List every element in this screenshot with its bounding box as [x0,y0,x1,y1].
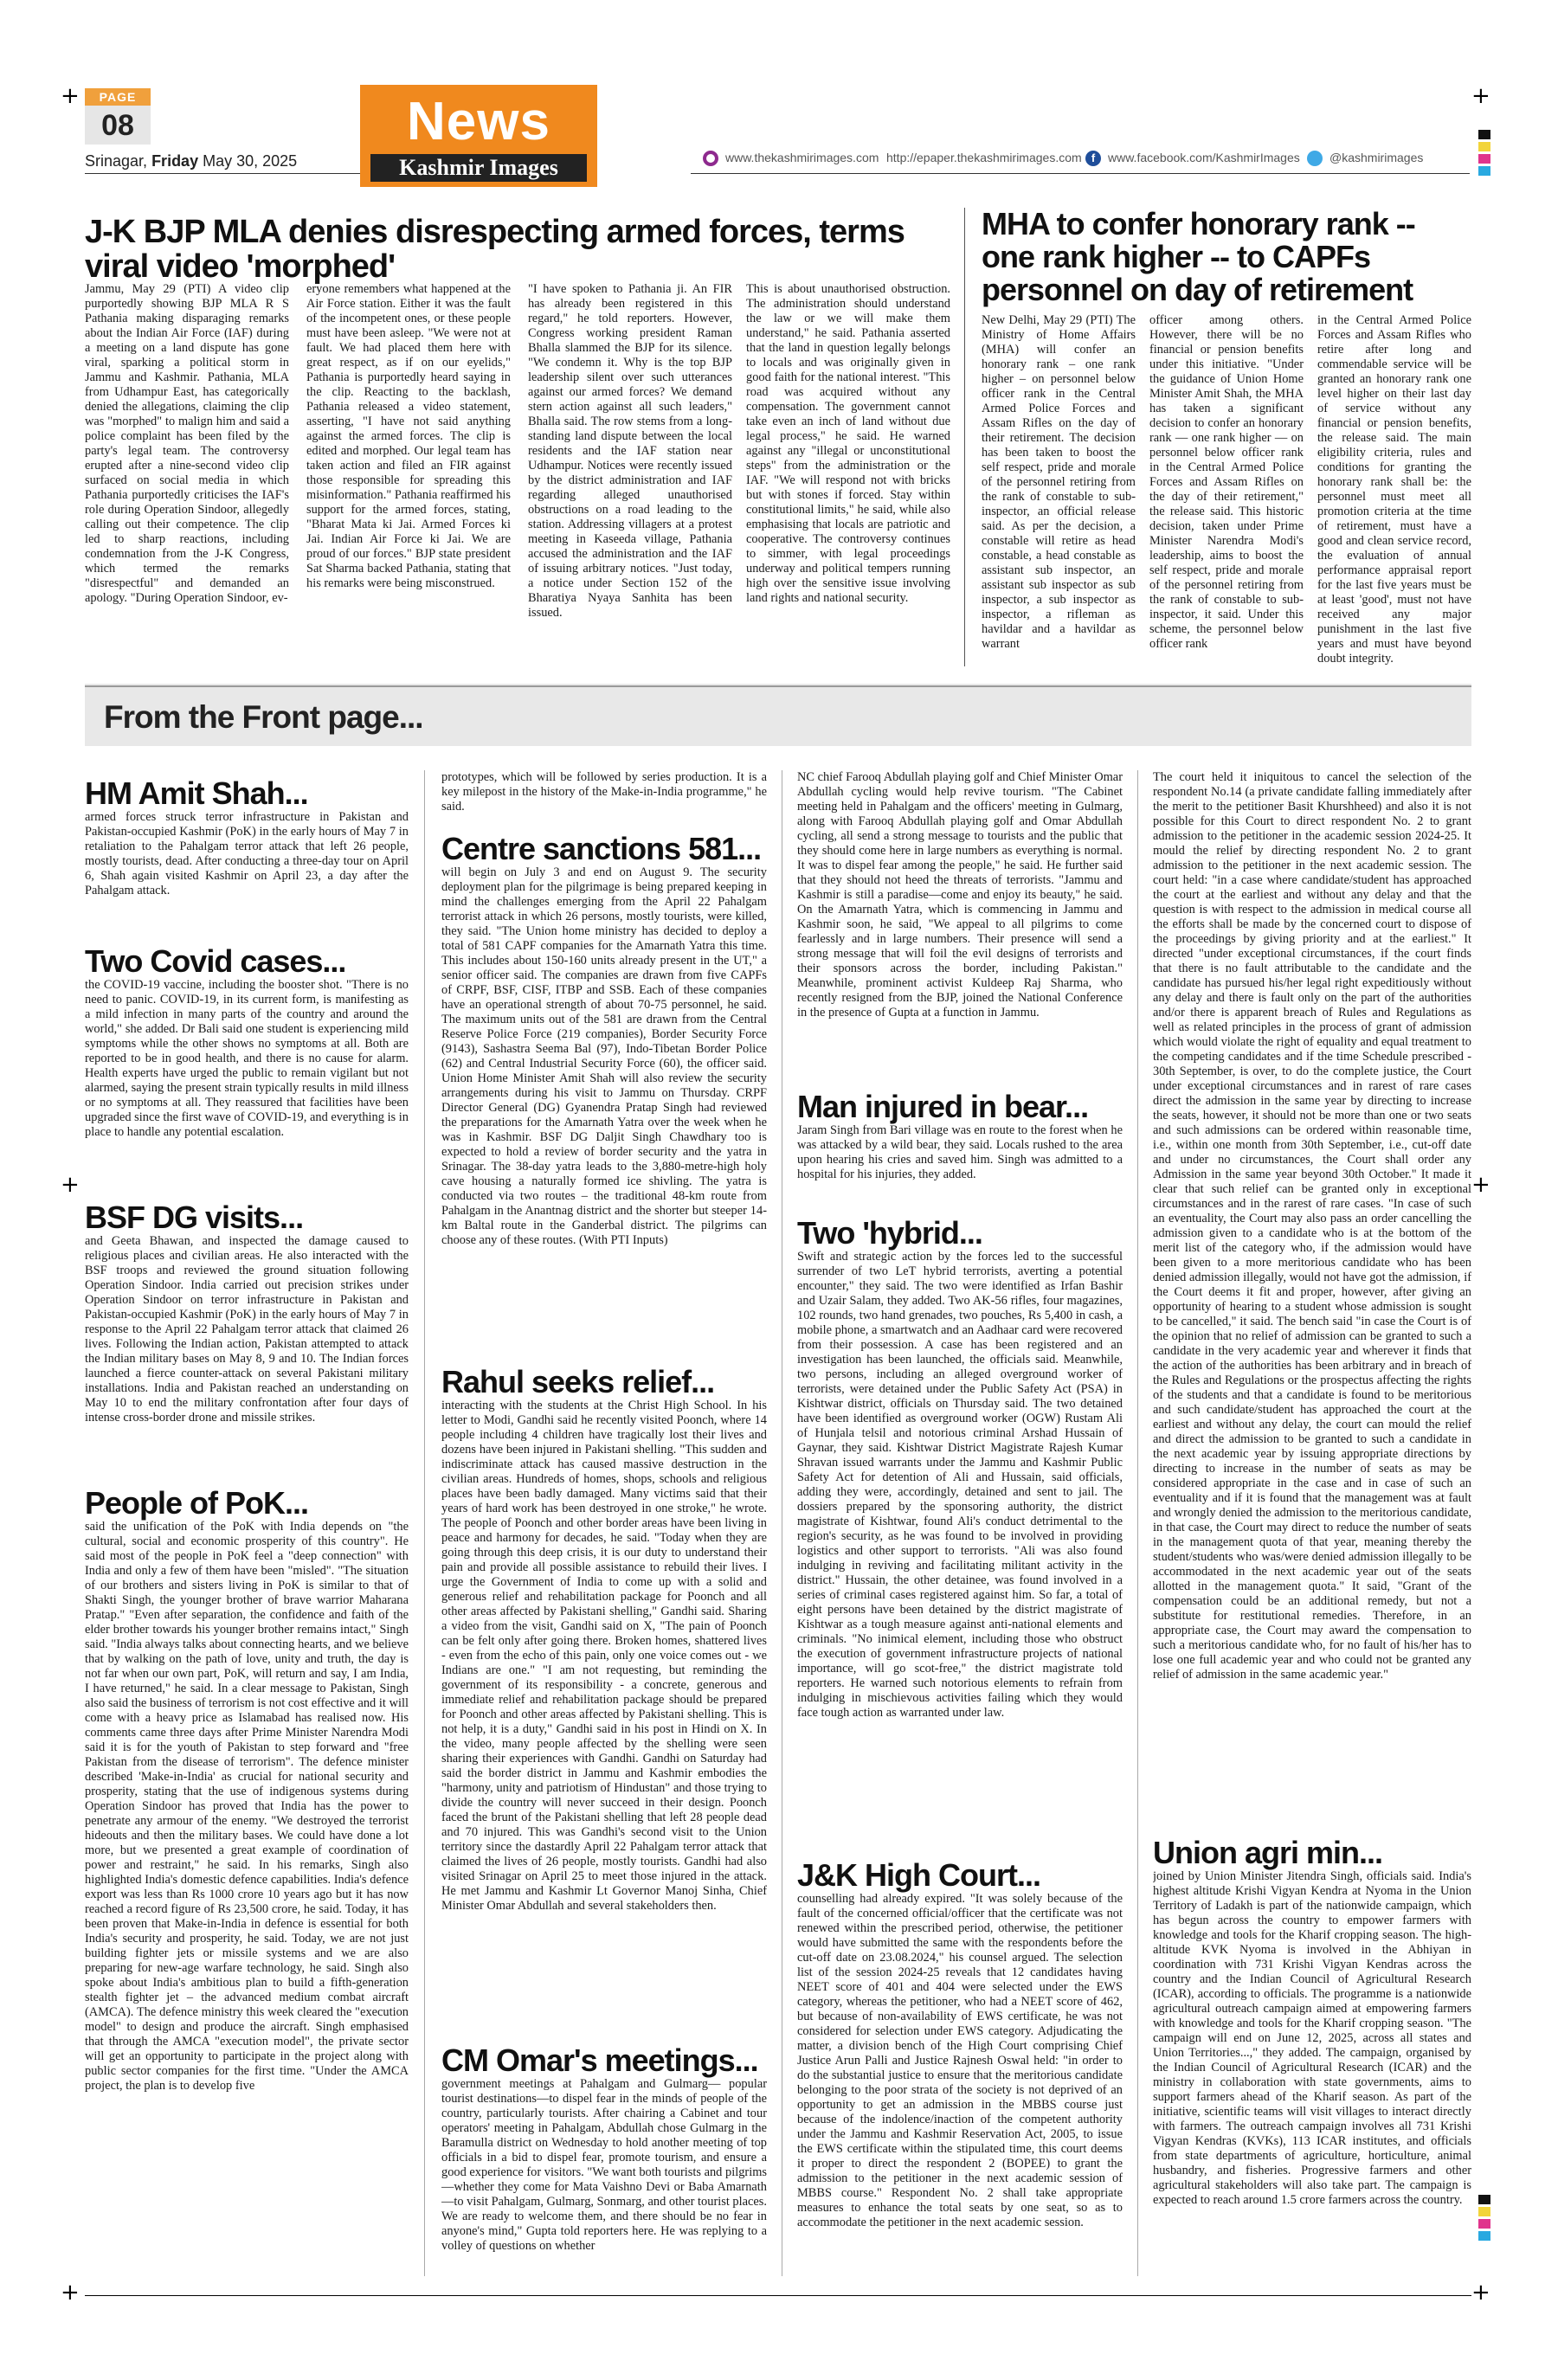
twitter-link[interactable]: @kashmirimages [1307,151,1423,166]
omar-heading: CM Omar's meetings... [441,2042,758,2078]
dateline-city: Srinagar, [85,152,148,170]
registration-mark-bottom-left: + [61,2280,80,2306]
story2-column-1: New Delhi, May 29 (PTI) The Ministry of Home Affairs (MHA) will confer an honorary rank – one rank higher – on personnel below officer rank in the Central Armed Police Forces and Assam Rifles on the day of their retirement. The decision has been taken to boost the self respect, pride and morale of the personnel retiring from the rank of constable to sub-inspector, an official release said. As per the decision, a constable will retire as head constable, a head constable as assistant sub inspector, an assistant sub inspector as sub inspector, a sub inspector as inspector, a rifleman as havildar and a havildar as warrant [982,313,1136,651]
bear-heading: Man injured in bear... [797,1089,1089,1124]
facebook-link[interactable]: f www.facebook.com/KashmirImages [1085,151,1300,166]
story2-column-2: officer among others. However, there will be no financial or pension benefits under this initiative. "Under the guidance of Union Home Minister Amit Shah, the MHA has taken a significant decision to confer an honorary rank — one rank higher — on personnel below officer rank in the Central Armed Police Forces and Assam Rifles on the day of their retirement," the release said. This historic decision, taken under Prime Minister Narendra Modi's leadership, aims to boost the self respect, pride and morale of the personnel retiring from the rank of constable to sub-inspector, it said. Under this scheme, the personnel below officer rank [1149,313,1304,651]
col3-continuation: NC chief Farooq Abdullah playing golf and Chief Minister Omar Abdullah cycling would help revive tourism. "The Cabinet meeting held in Pahalgam and the officers' meeting in Gulmarg, along with Farooq Abdullah playing golf and Omar Abdullah cycling, all send a strong message to tourists and the public that they should come here in large numbers as everything is normal. It was to dispel fear among the people," he said. He further said that they should not heed the threats of terrorists. "Jammu and Kashmir is still a paradise—come and enjoy its beauty," he said. On the Amarnath Yatra, which is commencing in Jammu and Kashmir soon, he said, "We appeal to all pilgrims to come fearlessly and in large numbers. Their presence will send a strong message that will foil the evil designs of terrorists and their sponsors across the border, including Pakistan." Meanwhile, prominent activist Kuldeep Raj Sharma, who recently resigned from the BJP, joined the National Conference in the presence of Gupta at a function in Jammu. [797,770,1123,1020]
story2-headline: MHA to confer honorary rank -- one rank higher -- to CAPFs personnel on day of retirement [982,206,1415,307]
court-body: counselling had already expired. "It was solely because of the fault of the concerned official/officer that the certificate was not renewed within the prescribed period, otherwise, the petitioner would have submitted the same with the respondents before the cut-off date on 23.08.2024," his counsel argued. The selection list of the session 2024-25 reveals that 12 candidates having NEET score of 401 and 404 were selected under the EWS category, whereas the petitioner, who had a NEET score of 462, but because of non-availability of EWS certificate, he was not considered for selection under EWS category. Adjudicating the matter, a division bench of the High Court comprising Chief Justice Arun Palli and Justice Rajnesh Oswal held: "in order to do the substantial justice to ensure that the meritorious candidate belonging to the poor strata of the society is not deprived of an opportunity to get an admission in the MBBS course just because of the indolence/inaction of the competent authority under the Jammu and Kashmir Reservation Act, 2005, to issue the EWS certificate within the stipulated time, this court deems it proper to direct the respondent 2 (BOPEE) to grant the admission to the petitioner in the next academic session of MBBS course." Respondent No. 2 shall take appropriate measures to enhance the total seats by one seat, so as to accommodate the petitioner in the next academic session. [797,1892,1123,2229]
color-registration-bar-bottom [1478,2195,1490,2243]
hybrid-body: Swift and strategic action by the forces led to the successful surrender of two LeT hybrid terrorists, averting a potential encounter," they said. The two were identified as Irfan Bashir and Uzair Salam, they added. Two AK-56 rifles, four magazines, 102 rounds, two hand grenades, two pouches, Rs 5,400 in cash, a mobile phone, a smartwatch and an Aadhaar card were recovered from their possession. A case has been registered and an investigation has been launched, the officials said. Meanwhile, two persons, including an alleged overground worker of terrorists, were detained under the Public Safety Act (PSA) in Kishtwar district, officials on Thursday said. The two detained have been identified as overground worker (OGW) Rustam Ali of Hunjala telsil and notorious criminal Arshad Hussain of Gaynar, they said. Kishtwar District Magistrate Rajesh Kumar Shravan issued warrants under the Jammu and Kashmir Public Safety Act for detention of Ali and Hussain, said officials, adding they were, accordingly, detained and sent to jail. The dossiers prepared by the sponsoring authority, the district magistrate of Kishtwar, found Ali's conduct detrimental to the region's security, as he was found to be involved in providing logistics and other support to terrorists. "Ali was also found indulging in reviving and facilitating militant activity in the district." Hussain, the other detainee, was found involved in a series of criminal cases registered against him. So far, a total of eight persons have been detained by the district magistrate of Kishtwar as a tough measure against anti-national elements and criminals. "No inimical element, including those who obstruct the execution of government infrastructure projects of national importance, will go scot-free," the district magistrate told reporters. He warned such notorious elements to refrain from indulging in mischievous activities failing which they would face tough action as warranted under law. [797,1250,1123,1720]
shah-heading: HM Amit Shah... [85,775,308,811]
twitter-icon [1307,151,1323,166]
dateline-weekday: Friday [151,152,199,170]
centre-body: will begin on July 3 and end on August 9. The security deployment plan for the pilgrimage is being prepared keeping in mind the challenges emerging from the April 22 Pahalgam terrorist attack in which 26 persons, mostly tourists, were killed, they said. "The Union home ministry has decided to deploy a total of 581 CAPF companies for the Amarnath Yatra this time. This includes about 150-160 units already present in the UT," a senior officer said. The companies are drawn from five CAPFs of CRPF, BSF, CISF, ITBP and SSB. Each of these companies have an operational strength of about 70-75 personnel, he said. The maximum units out of the 581 are drawn from the Central Reserve Police Force (219 companies), Border Security Force (9143), Sashastra Seema Bal (97), Indo-Tibetan Border Police (62) and Central Industrial Security Force (60), the officer said. Union Home Minister Amit Shah will also review the security arrangements during his visit to Jammu on Thursday. CRPF Director General (DG) Gyanendra Pratap Singh had reviewed the preparations for the Amarnath Yatra over the week when he was in Kashmir. BSF DG Daljit Singh Chawdhary too is expected to hold a review of border security and the yatra in Srinagar. The 38-day yatra leads to the 3,880-metre-high holy cave housing a naturally formed ice shivling. The yatra is conducted via two routes – the traditional 48-km route from Pahalgam in the Anantnag district and the shorter but steeper 14-km Baltal route in the Ganderbal district. The pilgrims can choose any of these routes. (With PTI Inputs) [441,865,767,1247]
rahul-heading: Rahul seeks relief... [441,1364,715,1399]
story1-column-2: eryone remembers what happened at the Air Force station. Either it was the fault of the incompetent ones, or these people must have been asleep. "We were not at fault. We had placed them here with great respect, as if on our eyelids," Pathania is purportedly heard saying in the clip. Reacting to the backlash, Pathania released a video statement, asserting, "I have not said anything against the armed forces. The clip is edited and morphed. Our legal team has taken action and filed an FIR against those responsible for spreading this misinformation." Pathania reaffirmed his support for the armed forces, stating, "Bharat Mata ki Jai. Armed Forces ki Jai. Indian Air Force ki Jai. We are proud of our forces." BJP state president Sat Sharma backed Pathania, stating that his remarks were being misconstrued. [306,282,511,590]
registration-mark-top-left: + [61,83,80,109]
page-number: 08 [85,106,151,145]
page-label: PAGE [85,88,151,106]
pok-heading: People of PoK... [85,1485,309,1521]
web-icon [703,151,718,166]
rahul-body: interacting with the students at the Christ High School. In his letter to Modi, Gandhi said he recently visited Poonch, where 14 people including 4 children have tragically lost their lives and dozens have been injured in Pakistani shelling. "This sudden and indiscriminate attack has caused massive destruction in the civilian areas. Hundreds of homes, shops, schools and religious places have been badly damaged. Many victims said that their years of hard work has been destroyed in one stroke," he wrote. The people of Poonch and other border areas have been living in peace and harmony for decades, he said. "Today when they are going through this deep crisis, it is our duty to understand their pain and provide all possible assistance to rebuild their lives. I urge the Government of India to come up with a solid and generous relief and rehabilitation package for Poonch and all other areas affected by Pakistani shelling," Gandhi said. Sharing a video from the visit, Gandhi said on X, "The pain of Poonch can be felt only after going there. Broken homes, shattered lives - even from the echo of this pain, only one voice comes out - we Indians are one." "I am not requesting, but reminding the government of its responsibility - a concrete, generous and immediate relief and rehabilitation package should be prepared for Poonch and other areas affected by Pakistani shelling. This is not help, it is a duty," Gandhi said in his post in Hindi on X. In the video, many people affected by the shelling were seen sharing their experiences with Gandhi. Gandhi on Saturday had said the border district in Jammu and Kashmir embodies the "harmony, unity and patriotism of Hindustan" and those trying to divide the country will never succeed in their design. Poonch faced the brunt of the Pakistani shelling that left 28 people dead and 70 injured. This was Gandhi's second visit to the Union territory since the dastardly April 22 Pahalgam terror attack that claimed the lives of 26 people, mostly tourists. Gandhi had also visited Srinagar on April 25 to meet those injured in the attack. He met Jammu and Kashmir Lt Governor Manoj Sinha, Chief Minister Omar Abdullah and several stakeholders then. [441,1399,767,1913]
header-rule-right [691,173,1470,174]
court-heading: J&K High Court... [797,1857,1040,1893]
bear-body: Jaram Singh from Bari village was en route to the forest when he was attacked by a wild bear, they said. Locals rushed to the area upon hearing his cries and saved him. Singh was admitted to a hospital for his injuries, they added. [797,1123,1123,1181]
hybrid-heading: Two 'hybrid... [797,1215,982,1251]
front-page-banner-title: From the Front page... [104,699,423,735]
col4-continuation: The court held it iniquitous to cancel the selection of the respondent No.14 (a private candidate falling immediately after the merit to the petitioner Basit Khurshheed) and also it is not possible for this Court to direct respondent No. 2 to grant admission to the petitioner in the academic session 2024-25. It mould the relief by directing respondent No. 2 to grant admission to the petitioner in the next academic session. The court held: "in a case where candidate/student has approached the court at the earliest and without any delay and that the question is with respect to the admission in medical course all the efforts shall be made by the concerned court to dispose of the proceedings by giving priority and at the earliest." It directed "under exceptional circumstances, if the court finds that there is no fault attributable to the candidate and the candidate has pursued his/her legal right expeditiously without any delay and there is fault only on the part of the authorities and/or there is apparent breach of Rules and Regulations as well as related principles in the process of grant of admission which would violate the right of equality and equal treatment to the competing candidates and if the time Schedule prescribed - 30th September, is over, to do the complete justice, the Court under exceptional circumstances and in rarest of rare cases direct the admission in the same year by directing to increase the seats, however, it should not be more than one or two seats and such admissions can be ordered within reasonable time, i.e., within one month from 30th September, i.e., cut-off date and under no circumstances, the Court shall order any Admission in the same year beyond 30th October." It made it clear that such relief can be granted only in exceptional circumstances and in the rarest of rare cases. "In case of such an eventuality, the Court may also pass an order cancelling the admission given to a candidate who is at the bottom of the merit list of the category who, if the admission would have been given to a more meritorious candidate who has been denied admission illegally, would not have got the admission, if the Court deems it fit and proper, however, after giving an opportunity of hearing to a student whose admission is sought to be cancelled," it said. The bench said "in case the Court is of the opinion that no relief of admission can be granted to such a candidate in the very academic year and wherever it finds that the action of the authorities has been arbitrary and in breach of the Rules and Regulations or the prospectus affecting the rights of the students and that a candidate is found to be meritorious and such candidate/student has approached the court at the earliest and without any delay, the court can mould the relief and direct the admission to be granted to such a candidate in the next academic year by issuing appropriate directions by directing to increase in the number of seats as may be considered appropriate in the case and in case of such an eventuality and if it is found that the management was at fault and wrongly denied the admission to the meritorious candidate, in that case, the Court may direct to reduce the number of seats in the management quota of that year, meaning thereby the student/students who was/were denied admission illegally to be accommodated in the next academic year out of the seats allotted in the management quota." It said, "Grant of the compensation could be an additional remedy, but not a substitute for restitutional remedies. Therefore, in an appropriate case, the Court may award the compensation to such a meritorious candidate who, for no fault of his/her has to lose one full academic year and who could not be granted any relief of admission in the same academic year." [1153,770,1471,1682]
facebook-icon: f [1085,151,1101,166]
story2-column-3: in the Central Armed Police Forces and Assam Rifles who retire after long and commendable service will be granted an honorary rank one level higher on their last day of service without any financial or pension benefits, the release said. The main eligibility criteria, rules and conditions for granting the honorary rank shall be: the personnel must meet all promotion criteria at the time of retirement, must have a good and clean service record, the evaluation of annual performance appraisal report for the last five years must be at least 'good', must not have received any major punishment in the last five years and must have beyond doubt integrity. [1317,313,1471,666]
column-rule-1 [424,770,425,2276]
bsf-heading: BSF DG visits... [85,1200,304,1235]
covid-body: the COVID-19 vaccine, including the booster shot. "There is no need to panic. COVID-19, in its current form, is manifesting as a mild infection in many parts of the country and around the world," she added. Dr Bali said one student is experiencing mild symptoms while the other shows no symptoms at all. Both are reported to be in good health, and there is no cause for alarm. Health experts have urged the public to remain vigilant but not alarmed, saying the present strain typically results in mild illness or no symptoms at all. They reassured that facilities have been upgraded since the first wave of COVID-19, and everything is in place to handle any potential escalation. [85,978,409,1139]
shah-body: armed forces struck terror infrastructure in Pakistan and Pakistan-occupied Kashmir (PoK) in the early hours of May 7 in retaliation to the Pahalgam terror attack that left 26 people, mostly tourists, dead. After conducting a three-day tour on April 6, Shah again visited Kashmir on April 23, a day after the Pahalgam attack. [85,810,409,897]
column-rule-3 [1137,770,1138,2276]
section-title: News [407,92,550,151]
centre-heading: Centre sanctions 581... [441,831,762,866]
registration-mark-top-right: + [1471,83,1490,109]
story1-column-3: "I have spoken to Pathania ji. An FIR has already been registered in this regard," he told reporters. However, Congress working president Raman Bhalla slammed the BJP for its silence. "We condemn it. Why is the top BJP leadership silent over such utterances against our armed forces? We demand stern action against all such leaders," Bhalla said. The row stems from a long-standing land dispute between the local residents and the IAF station near Udhampur. Notices were recently issued by the district administration and IAF regarding alleged unauthorised obstructions on a road leading to the station. Addressing villagers at a protest meeting in Kaseeda village, Pathania accused the administration and the IAF of issuing arbitrary notices. "Just today, a notice under Section 152 of the Bharatiya Nyaya Sanhita has been issued. [528,282,732,620]
color-registration-bar-top [1478,130,1490,178]
web-link[interactable]: www.thekashmirimages.com [703,151,879,166]
epaper-link[interactable]: http://epaper.thekashmirimages.com [886,151,1082,164]
dateline-date: May 30, 2025 [203,152,298,170]
story1-column-4: This is about unauthorised obstruction. The administration should understand the law or we will make them understand," he said. Pathania asserted that the land in question legally belongs to locals and was originally given in good faith for the national interest. "This road was acquired without any compensation. The government cannot take even an inch of land without due legal process," he said. He warned against any "illegal or unconstitutional steps" from the administration or the IAF. "We will respond not with bricks but with stones if forced. Stay within constitutional limits," he said, while also emphasising that locals are patriotic and cooperative. The controversy continues to simmer, with legal proceedings underway and political tempers running high over the sensitive issue involving land rights and national security. [746,282,950,605]
bsf-body: and Geeta Bhawan, and inspected the damage caused to religious places and civilian areas. He also interacted with the BSF troops and reviewed the ground situation following Operation Sindoor. India carried out precision strikes under Operation Sindoor on terror infrastructure in Pakistan and Pakistan-occupied Kashmir (PoK) in the early hours of May 7 in response to the April 22 Pahalgam terror attack that claimed 26 lives. Following the Indian action, Pakistan attempted to attack the Indian military bases on May 8, 9 and 10. The Indian forces launched a fierce counter-attack on several Pakistani military installations. India and Pakistan reached an understanding on May 10 to end the military confrontation after four days of intense cross-border drone and missile strikes. [85,1234,409,1425]
agri-heading: Union agri min... [1153,1835,1383,1870]
bottom-trim-line [85,2295,1471,2296]
story-divider [964,208,965,666]
story1-headline: J-K BJP MLA denies disrespecting armed forces, terms viral video 'morphed' [85,214,905,285]
publication-name: Kashmir Images [370,154,587,182]
dateline [85,152,297,170]
omar-body: government meetings at Pahalgam and Gulmarg— popular tourist destinations—to dispel fear in the minds of people of the country, particularly tourists. After chairing a Cabinet and tour operators' meeting in Pahalgam, Abdullah chose Gulmarg in the Baramulla district on Wednesday to hold another meeting of top officials in a bid to dispel fear, promote tourism, and ensure a good experience for visitors. "We want both tourists and pilgrims—whether they come for Mata Vaishno Devi or Baba Amarnath—to visit Pahalgam, Gulmarg, Sonmarg, and other tourist places. We are ready to welcome them, and there should be no fear in anyone's mind," Gupta told reporters here. He was replying to a volley of questions on whether [441,2077,767,2253]
pok-body: said the unification of the PoK with India depends on "the cultural, social and economic prosperity of this country". He said most of the people in PoK feel a "deep connection" with India and only a few of them have been "misled". "The situation of our brothers and sisters living in PoK is similar to that of Shakti Singh, the younger brother of brave warrior Maharana Pratap." "Even after separation, the confidence and faith of the elder brother towards his younger brother remains intact," Singh said. "India always talks about connecting hearts, and we believe that by walking on the path of love, unity and truth, the day is not far when our own part, PoK, will return and say, I am India, I have returned," he said. In a clear message to Pakistan, Singh also said the business of terrorism is not cost effective and it will come with a heavy price as Islamabad has realised now. His comments came three days after Prime Minister Narendra Modi said it is for the youth of Pakistan to step forward and "free Pakistan from the disease of terrorism". The defence minister described 'Make-in-India' as crucial for national security and prosperity, stating that the use of indigenous systems during Operation Sindoor has proved that India has the power to penetrate any armour of the enemy. "We destroyed the terrorist hideouts and then the military bases. We could have done a lot more, but we presented a great example of coordination of power and restraint," he said. In his remarks, Singh also highlighted India's domestic defence capabilities. India's defence export was less than Rs 1000 crore 10 years ago but it has now reached a record figure of Rs 23,500 crore, he said. Today, it has been proven that Make-in-India in defence is essential for both India's security and prosperity, he said. Today, we are not just building fighter jets or missile systems and we are also preparing for new-age warfare technology, he said. Singh also spoke about India's ambitious plan to build a fifth-generation stealth fighter jet – the advanced medium combat aircraft (AMCA). The defence ministry this week cleared the "execution model" to design and produce the aircraft. Singh emphasised that through the AMCA "execution model", the private sector will get an opportunity to participate in the project along with public sector companies for the first time. "Under the AMCA project, the plan is to develop five [85,1520,409,2093]
covid-heading: Two Covid cases... [85,943,346,979]
banner-rule [85,685,1471,687]
page-number-box [85,88,151,145]
col2-continuation: prototypes, which will be followed by series production. It is a key milepost in the history of the Make-in-India programme," he said. [441,770,767,814]
agri-body: joined by Union Minister Jitendra Singh, officials said. India's highest altitude Krishi Vigyan Kendra at Nyoma in the Union Territory of Ladakh is part of the nationwide campaign, which has begun across the country to empower farmers with knowledge and tools for the Kharif cropping season. The high-altitude KVK Nyoma is involved in the Abhiyan in coordination with 731 Krishi Vigyan Kendras across the country and the Indian Council of Agricultural Research (ICAR), according to officials. The programme is a nationwide agricultural outreach campaign aimed at empowering farmers with knowledge and tools for the Kharif cropping season. "The campaign will end on June 12, 2025, across all states and Union Territories...," they added. The campaign, organised by the Indian Council of Agricultural Research (ICAR) and the ministry in collaboration with state governments, aims to support farmers ahead of the Kharif season. As part of the initiative, scientific teams will visit villages to interact directly with farmers. The outreach campaign involves all 731 Krishi Vigyan Kendras (KVKs), 113 ICAR institutes, and officials from state departments of agriculture, horticulture, animal husbandry, and fisheries. Progressive farmers and other agricultural stakeholders will also take part. The campaign is expected to reach around 1.5 crore farmers across the country. [1153,1869,1471,2207]
story1-column-1: Jammu, May 29 (PTI) A video clip purportedly showing BJP MLA R S Pathania making disparaging remarks about the Indian Air Force (IAF) during a meeting on a land dispute has gone viral, sparking a political storm in Jammu and Kashmir. Pathania, MLA from Udhampur East, has categorically denied the allegations, claiming the clip was "morphed" to malign him and said a police complaint has been filed by the party's legal team. The controversy erupted after a nine-second video clip surfaced on social media in which Pathania purportedly criticises the IAF's role during Operation Sindoor, allegedly calling out their competence. The clip led to sharp reactions, including condemnation from the J-K Congress, which termed the remarks "disrespectful" and demanded an apology. "During Operation Sindoor, ev- [85,282,289,605]
header-rule [85,173,362,174]
section-masthead [360,85,597,187]
registration-mark-mid-right: + [1471,1172,1490,1198]
registration-mark-mid-left: + [61,1172,80,1198]
registration-mark-bottom-right: + [1471,2280,1490,2306]
